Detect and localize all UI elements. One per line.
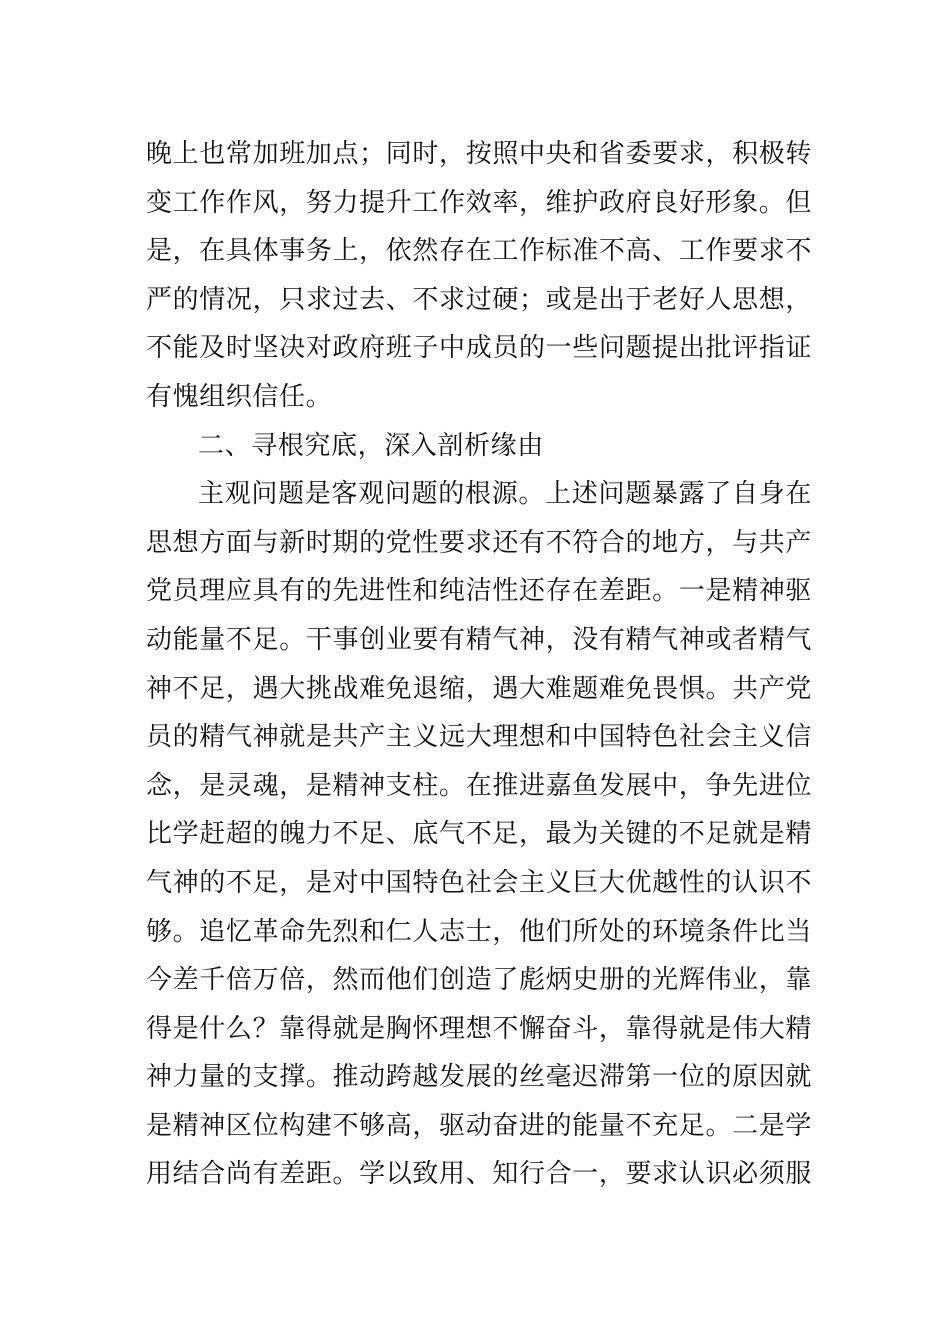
text-line: 严的情况，只求过去、不求过硬；或是出于老好人思想， (146, 284, 812, 315)
text-line: 是，在具体事务上，依然存在工作标准不高、工作要求不 (146, 236, 812, 267)
text-line: 二、寻根究底，深入剖析缘由 (198, 430, 544, 461)
text-line: 神不足，遇大挑战难免退缩，遇大难题难免畏惧。共产党 (146, 673, 812, 704)
text-line: 今差千倍万倍，然而他们创造了彪炳史册的光辉伟业，靠 (146, 965, 812, 996)
text-line: 得是什么？靠得就是胸怀理想不懈奋斗，靠得就是伟大精 (146, 1013, 812, 1044)
body-text (146, 130, 812, 1199)
text-line: 是精神区位构建不够高，驱动奋进的能量不充足。二是学 (146, 1110, 812, 1141)
text-line: 动能量不足。干事创业要有精气神，没有精气神或者精气 (146, 624, 812, 655)
text-line: 不能及时坚决对政府班子中成员的一些问题提出批评指证 (146, 333, 812, 364)
text-line: 够。追忆革命先烈和仁人志士，他们所处的环境条件比当 (146, 916, 812, 947)
text-line: 晚上也常加班加点；同时，按照中央和省委要求，积极转 (146, 139, 812, 169)
text-line: 有愧组织信任。 (146, 381, 333, 412)
text-line: 党员理应具有的先进性和纯洁性还存在差距。一是精神驱 (146, 576, 812, 607)
text-line: 气神的不足，是对中国特色社会主义巨大优越性的认识不 (146, 867, 812, 898)
text-line: 思想方面与新时期的党性要求还有不符合的地方，与共产 (146, 527, 812, 558)
text-line: 用结合尚有差距。学以致用、知行合一，要求认识必须服 (146, 1159, 812, 1190)
text-line: 变工作作风，努力提升工作效率，维护政府良好形象。但 (146, 187, 812, 218)
text-line: 念，是灵魂，是精神支柱。在推进嘉鱼发展中，争先进位 (146, 770, 812, 801)
text-line: 神力量的支撑。推动跨越发展的丝毫迟滞第一位的原因就 (146, 1062, 812, 1093)
text-line: 员的精气神就是共产主义远大理想和中国特色社会主义信 (146, 722, 812, 753)
text-line: 比学赶超的魄力不足、底气不足，最为关键的不足就是精 (146, 819, 812, 850)
text-line: 主观问题是客观问题的根源。上述问题暴露了自身在 (198, 479, 812, 510)
